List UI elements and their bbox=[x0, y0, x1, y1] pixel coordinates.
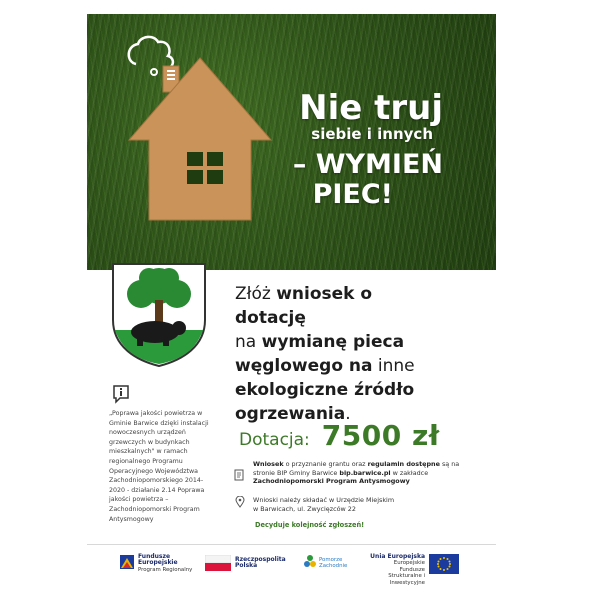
main-text-1: Złóż bbox=[235, 284, 277, 304]
main-text-5: . bbox=[345, 404, 351, 424]
main-text bbox=[235, 282, 425, 426]
fe-label-2: Europejskie bbox=[138, 559, 178, 567]
main-text-2b: wymianę pieca bbox=[261, 332, 405, 352]
main-text-2: na bbox=[235, 332, 262, 352]
footer-divider bbox=[87, 544, 496, 545]
note-bold-2: regulamin dostępne bbox=[367, 460, 440, 468]
logo-bar bbox=[87, 552, 496, 586]
address-line2: w Barwicach, ul. Zwycięzców 22 bbox=[253, 504, 356, 513]
house-icon bbox=[125, 54, 275, 224]
fe-label-1: Fundusze bbox=[138, 553, 171, 560]
ue-label-3: Strukturalne i Inwestycyjne bbox=[388, 573, 425, 586]
grant-label: Dotacja: bbox=[239, 430, 310, 450]
info-icon bbox=[112, 384, 130, 404]
headline-line4: PIEC! bbox=[312, 179, 393, 210]
document-icon bbox=[234, 469, 244, 481]
grant-amount bbox=[239, 419, 440, 452]
main-text-3: inne bbox=[372, 356, 415, 376]
polish-flag-icon bbox=[205, 555, 231, 571]
address-note bbox=[253, 496, 428, 513]
note-text-1: o przyznanie grantu oraz bbox=[283, 460, 366, 468]
eu-flag-icon bbox=[429, 554, 459, 574]
pomorze-label-1: Pomorze bbox=[319, 557, 343, 563]
main-text-3b: węglowego na bbox=[235, 356, 373, 376]
note-bold-3: bip.barwice.pl bbox=[339, 468, 391, 477]
note-bold-4: Zachodniopomorski Program Antysmogowy bbox=[253, 477, 410, 486]
address-line1: Wnioski należy składać w Urzędzie Miejskim bbox=[253, 496, 395, 504]
headline-line1: Nie truj bbox=[299, 88, 443, 128]
poster bbox=[87, 14, 496, 586]
grass-banner bbox=[87, 14, 496, 270]
order-note: Decyduje kolejność zgłoszeń! bbox=[255, 521, 365, 529]
rp-label-2: Polska bbox=[235, 562, 258, 570]
note-bold-1: Wniosek bbox=[253, 460, 284, 468]
pomorze-label-2: Zachodnie bbox=[319, 563, 348, 570]
coat-of-arms-icon bbox=[109, 260, 209, 370]
fe-logo-icon bbox=[119, 554, 135, 570]
fe-label-3: Program Regionalny bbox=[138, 566, 193, 573]
headline-line3: – WYMIEŃ bbox=[292, 149, 443, 180]
headline bbox=[277, 90, 487, 210]
program-description: „Poprawa jakości powietrza w Gminie Barwice dzięki instalacji nowoczesnych urządzeń grzewczych w budynkach mieszkalnych" w ramach regionalnego Programu Operacyjnego Województwa Zachodniopomorskiego 2014-2020 - działanie 2.14 Poprawa jakości powietrza – Zachodniopomorski Program Antysmogowy bbox=[109, 410, 209, 523]
main-text-1b: wniosek o dotację bbox=[235, 284, 373, 328]
pomorze-logo-icon bbox=[303, 554, 317, 570]
grant-value: 7500 zł bbox=[321, 419, 440, 452]
ue-label-1: Unia Europejska bbox=[370, 553, 425, 560]
location-pin-icon bbox=[235, 496, 245, 508]
rp-label-1: Rzeczpospolita bbox=[235, 556, 286, 563]
headline-line2: siebie i innych bbox=[311, 125, 433, 143]
note-text-2: są na stronie BIP Gminy Barwice bbox=[253, 460, 460, 477]
ue-label-2: Europejskie Fundusze bbox=[393, 560, 425, 573]
application-note bbox=[253, 460, 478, 486]
main-text-5b: ogrzewania bbox=[235, 404, 346, 424]
note-text-3: w zakładce bbox=[390, 468, 429, 477]
main-text-4b: ekologiczne źródło bbox=[235, 380, 415, 400]
